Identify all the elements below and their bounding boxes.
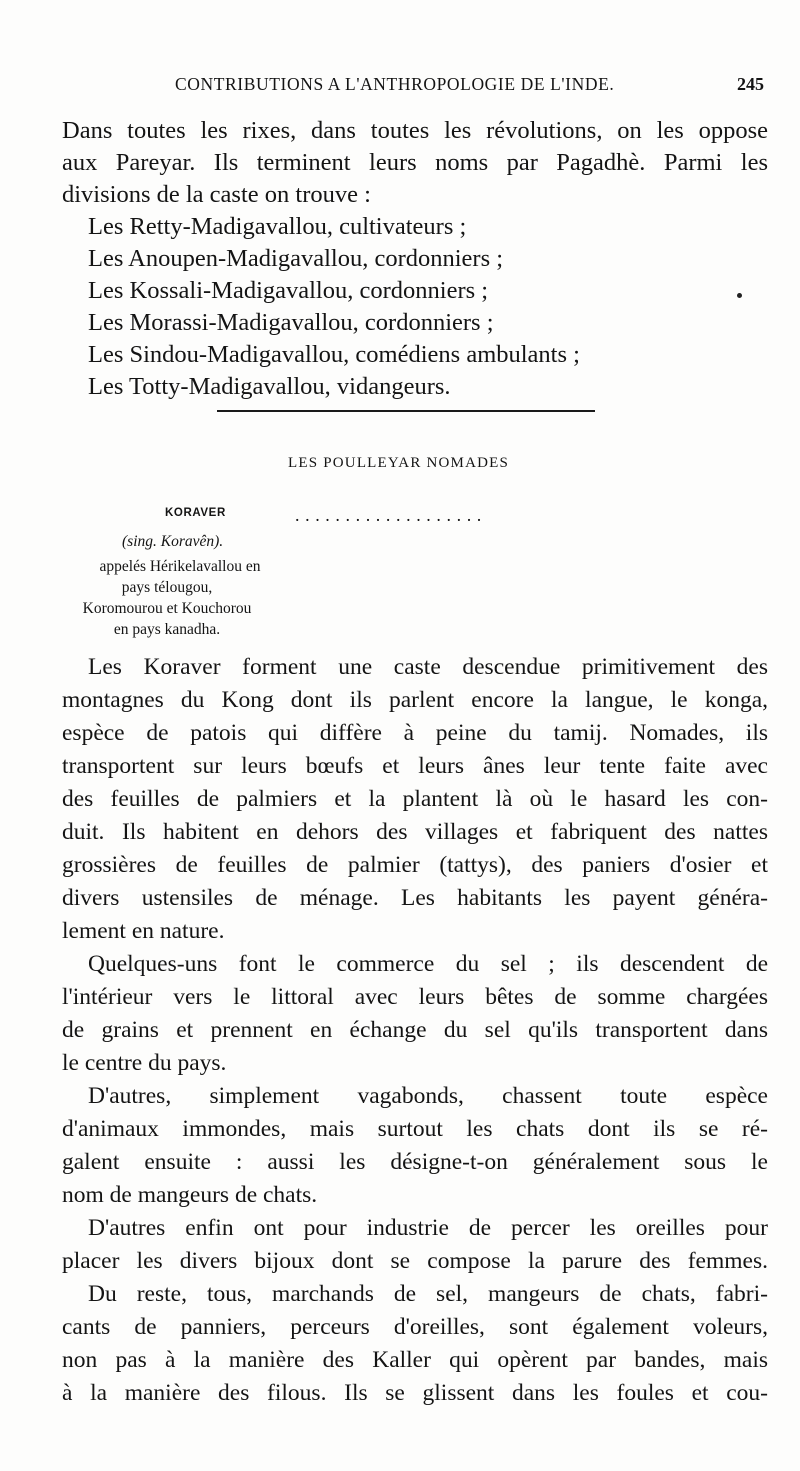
list-item: Les Anoupen-Madigavallou, cordonniers ; — [88, 245, 504, 272]
section-divider — [217, 410, 595, 412]
dot-leader: ................... — [295, 505, 487, 525]
list-item: Les Retty-Madigavallou, cultivateurs ; — [88, 213, 467, 240]
text-line: le centre du pays. — [62, 1050, 227, 1076]
text-line: Du reste, tous, marchands de sel, mangeurs de chats, fabri- — [88, 1281, 768, 1307]
entry-name: KORAVER — [165, 507, 226, 519]
text-line: de grains et prennent en échange du sel qu'ils transportent dans — [62, 1017, 768, 1043]
entry-note: pays télougou, — [121, 579, 213, 596]
text-line: D'autres enfin ont pour industrie de percer les oreilles pour — [88, 1215, 768, 1241]
text-line: à la manière des filous. Ils se glissent dans les foules et cou- — [62, 1380, 768, 1406]
text-line: transportent sur leurs bœufs et leurs ânes leur tente faite avec — [62, 753, 768, 779]
text-line: Les Koraver forment une caste descendue primitivement des — [88, 654, 768, 680]
list-item: Les Morassi-Madigavallou, cordonniers ; — [88, 309, 494, 336]
list-item: Les Kossali-Madigavallou, cordonniers ; — [88, 277, 489, 304]
text-line: placer les divers bijoux dont se compose la parure des femmes. — [62, 1248, 768, 1274]
text-line: Dans toutes les rixes, dans toutes les révolutions, on les oppose — [62, 117, 768, 144]
text-line: Quelques-uns font le commerce du sel ; ils descendent de — [88, 951, 768, 977]
text-line: divers ustensiles de ménage. Les habitants les payent généra- — [62, 885, 768, 911]
text-line: D'autres, simplement vagabonds, chassent toute espèce — [88, 1083, 768, 1109]
text-line: divisions de la caste on trouve : — [62, 181, 371, 208]
text-line: des feuilles de palmiers et la plantent là où le hasard les con- — [62, 786, 768, 812]
entry-note: en pays kanadha. — [113, 621, 221, 638]
text-line: d'animaux immondes, mais surtout les chats dont ils se ré- — [62, 1116, 768, 1142]
section-title: LES POULLEYAR NOMADES — [288, 455, 510, 471]
page-number: 245 — [737, 74, 764, 94]
text-line: cants de panniers, perceurs d'oreilles, sont également voleurs, — [62, 1314, 768, 1340]
running-title: CONTRIBUTIONS A L'ANTHROPOLOGIE DE L'INDE. — [175, 74, 615, 94]
text-line: montagnes du Kong dont ils parlent encore la langue, le konga, — [62, 687, 768, 713]
entry-note: (sing. Koravên). — [122, 533, 224, 550]
text-line: duit. Ils habitent en dehors des villages et fabriquent des nattes — [62, 819, 768, 845]
text-line: lement en nature. — [62, 918, 225, 944]
text-line: espèce de patois qui diffère à peine du tamij. Nomades, ils — [62, 720, 768, 746]
entry-note: Koromourou et Kouchorou — [82, 600, 252, 617]
text-line: grossières de feuilles de palmier (tattys), des paniers d'osier et — [62, 852, 768, 878]
page-header — [80, 74, 764, 104]
text-line: l'intérieur vers le littoral avec leurs bêtes de somme chargées — [62, 984, 768, 1010]
text-line: galent ensuite : aussi les désigne-t-on généralement sous le — [62, 1149, 768, 1175]
entry-note: appelés Hérikelavallou en — [99, 558, 261, 575]
ink-speck — [737, 293, 742, 298]
list-item: Les Sindou-Madigavallou, comédiens ambulants ; — [88, 341, 580, 368]
text-line: non pas à la manière des Kaller qui opèrent par bandes, mais — [62, 1347, 768, 1373]
text-line: aux Pareyar. Ils terminent leurs noms par Pagadhè. Parmi les — [62, 149, 768, 176]
list-item: Les Totty-Madigavallou, vidangeurs. — [88, 373, 451, 400]
text-line: nom de mangeurs de chats. — [62, 1182, 318, 1208]
